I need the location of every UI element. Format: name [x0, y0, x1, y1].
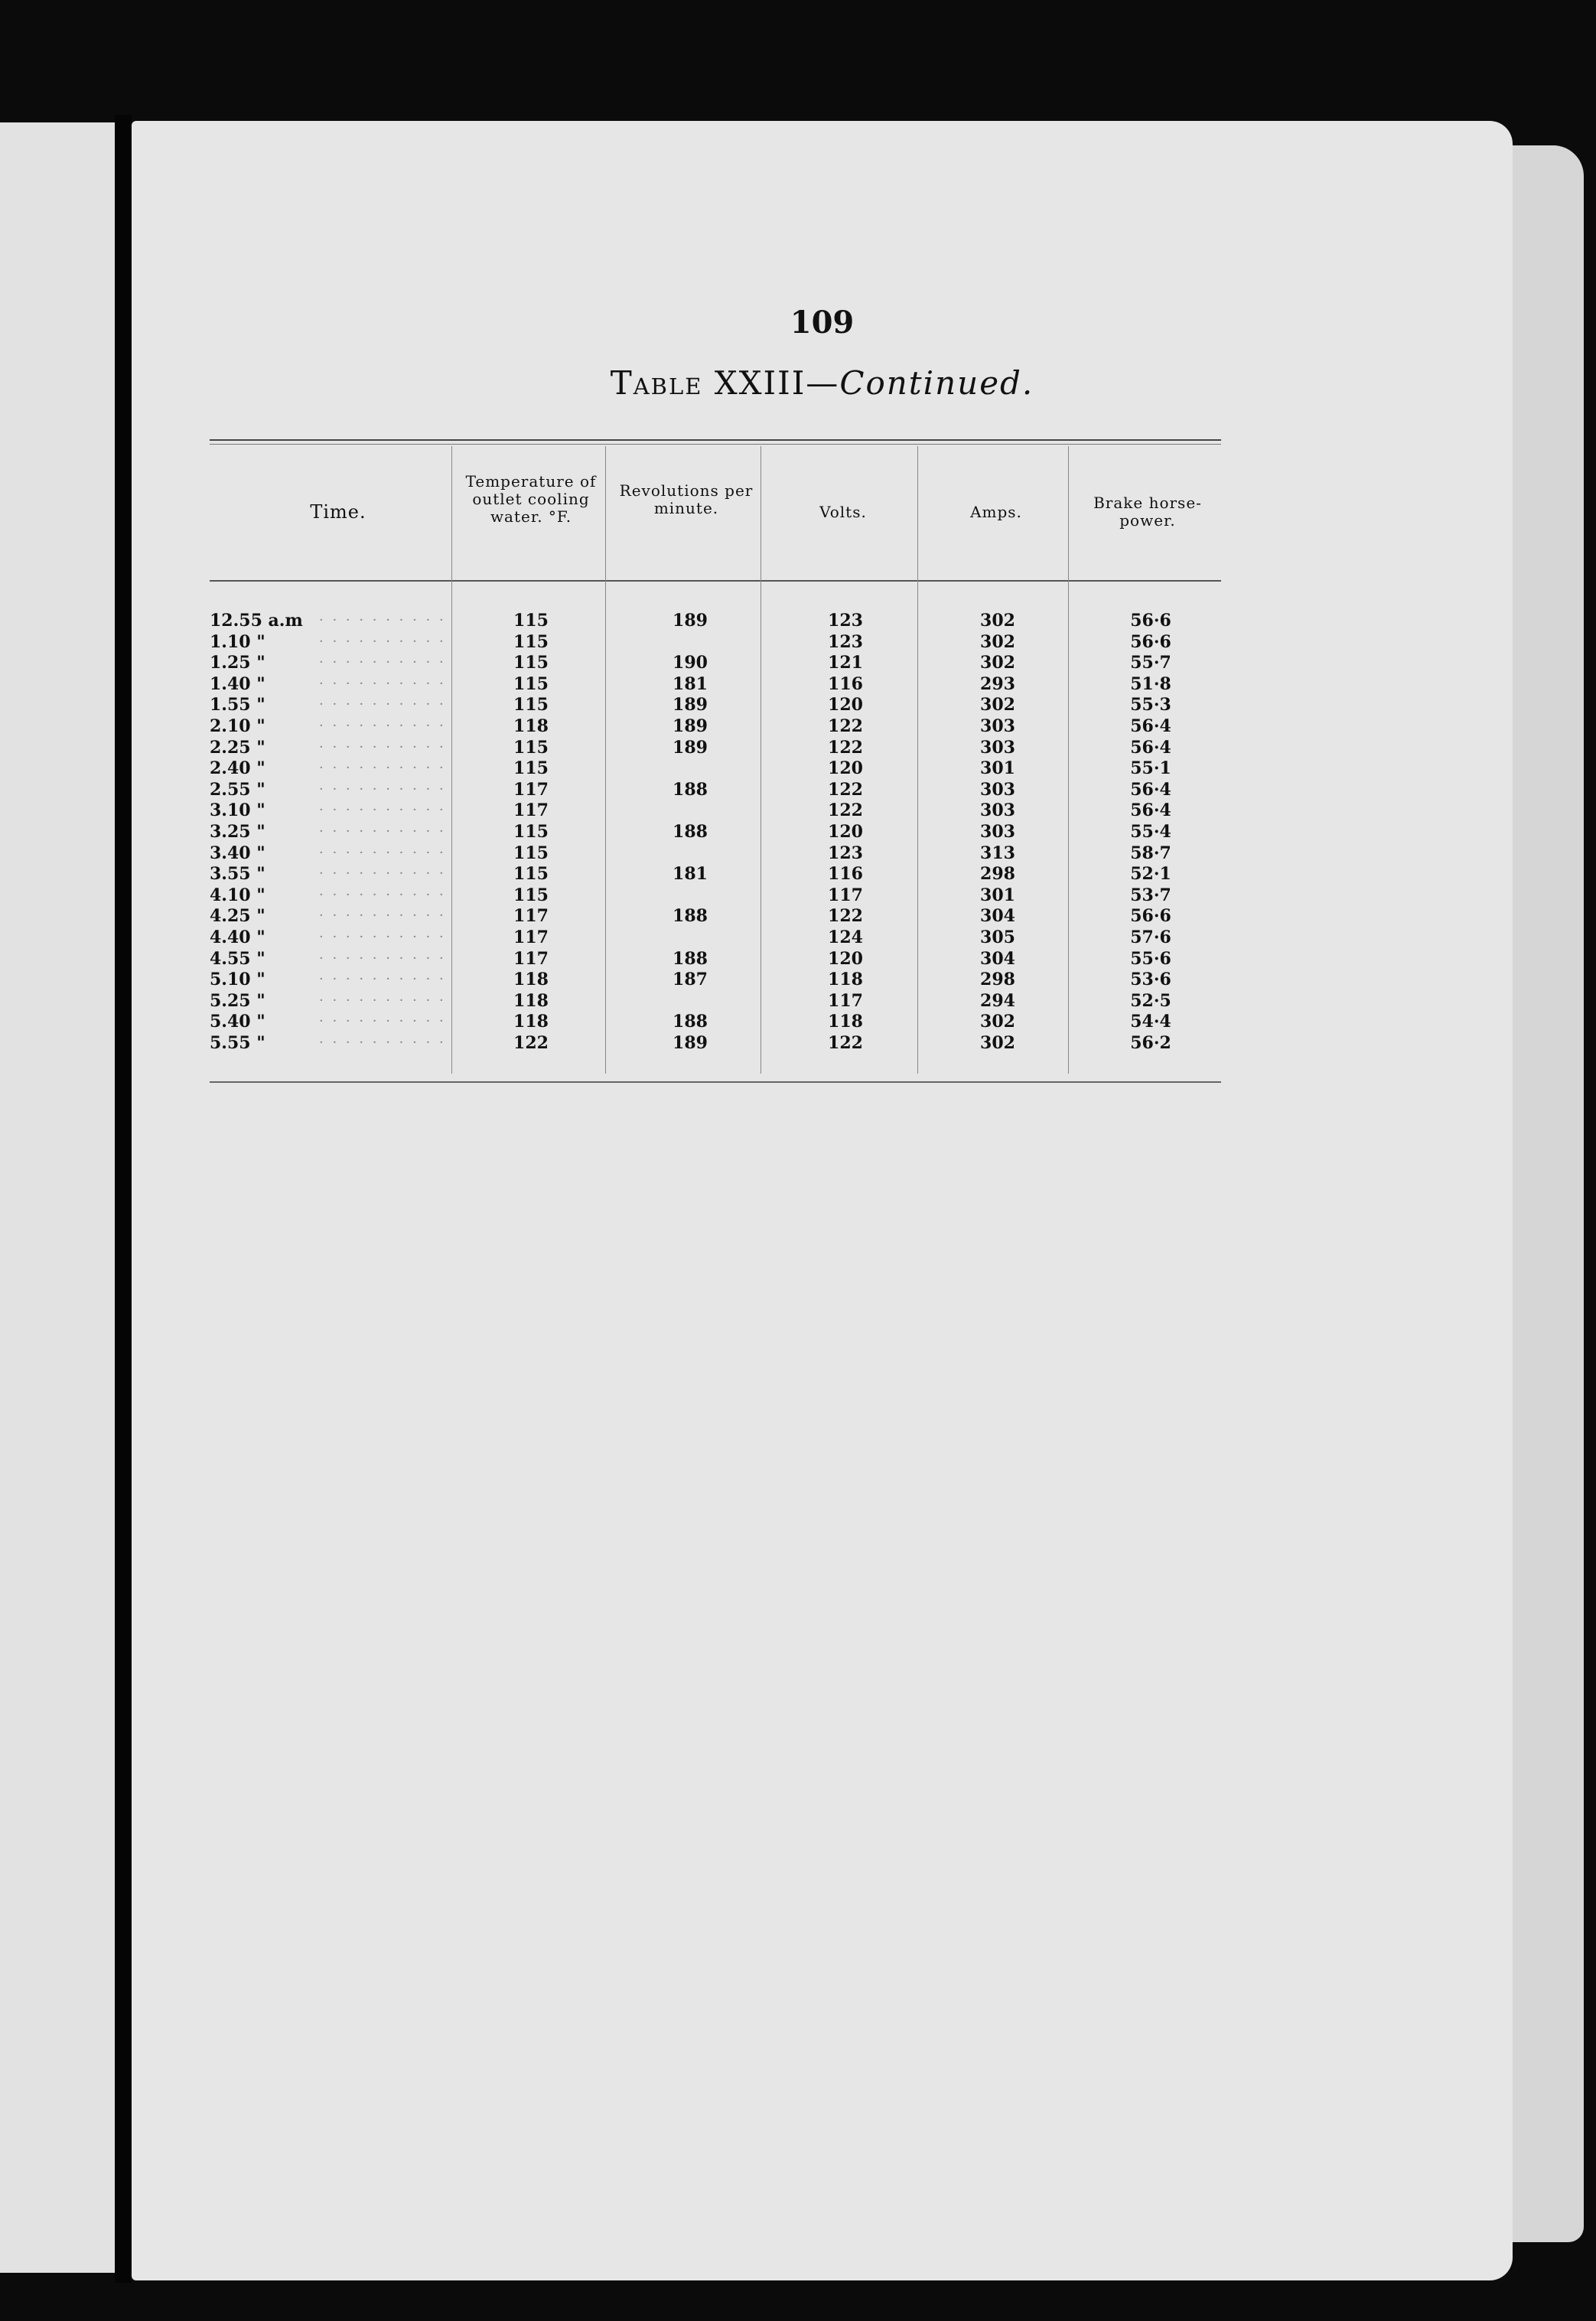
table-row — [132, 927, 1513, 949]
cell-amps: 301 — [980, 885, 1015, 905]
cell-temperature: 115 — [513, 843, 549, 863]
cell-time: 3.10 " — [210, 800, 265, 821]
cell-temperature: 122 — [513, 1033, 549, 1053]
cell-amps: 298 — [980, 970, 1015, 990]
leader-dots: · · · · · · · · · · — [319, 760, 446, 777]
cell-revolutions: 188 — [673, 822, 708, 842]
facing-page — [0, 122, 115, 2273]
table-row — [132, 885, 1513, 907]
table-row — [132, 611, 1513, 632]
document-page — [132, 121, 1513, 2280]
cell-brake-hp: 56·2 — [1130, 1033, 1171, 1053]
cell-time: 1.25 " — [210, 653, 265, 673]
cell-amps: 313 — [980, 843, 1015, 863]
table-title-suffix: Continued. — [839, 364, 1034, 402]
column-header-time: Time. — [310, 501, 366, 523]
cell-brake-hp: 58·7 — [1130, 843, 1171, 863]
table-row — [132, 949, 1513, 970]
leader-dots: · · · · · · · · · · — [319, 675, 446, 692]
cell-volts: 123 — [828, 631, 863, 652]
cell-temperature: 117 — [513, 948, 549, 969]
cell-volts: 122 — [828, 1033, 863, 1053]
cell-time: 1.10 " — [210, 631, 265, 652]
leader-dots: · · · · · · · · · · — [319, 1035, 446, 1051]
table-row — [132, 970, 1513, 991]
cell-volts: 116 — [828, 864, 863, 885]
cell-temperature: 117 — [513, 906, 549, 927]
cell-volts: 120 — [828, 758, 863, 779]
cell-amps: 303 — [980, 779, 1015, 800]
cell-time: 3.40 " — [210, 843, 265, 863]
cell-temperature: 115 — [513, 695, 549, 716]
cell-amps: 303 — [980, 800, 1015, 821]
table-row — [132, 674, 1513, 696]
cell-brake-hp: 53·6 — [1130, 970, 1171, 990]
leader-dots: · · · · · · · · · · — [319, 696, 446, 713]
cell-amps: 303 — [980, 737, 1015, 758]
cell-volts: 122 — [828, 800, 863, 821]
cell-amps: 303 — [980, 716, 1015, 736]
leader-dots: · · · · · · · · · · — [319, 654, 446, 671]
leader-dots: · · · · · · · · · · — [319, 865, 446, 882]
cell-amps: 302 — [980, 1033, 1015, 1053]
cell-temperature: 115 — [513, 737, 549, 758]
cell-revolutions: 188 — [673, 948, 708, 969]
leader-dots: · · · · · · · · · · — [319, 992, 446, 1009]
cell-time: 2.40 " — [210, 758, 265, 779]
cell-time: 3.25 " — [210, 822, 265, 842]
leader-dots: · · · · · · · · · · — [319, 781, 446, 797]
cell-revolutions: 189 — [673, 611, 708, 631]
leader-dots: · · · · · · · · · · — [319, 950, 446, 967]
cell-revolutions: 189 — [673, 737, 708, 758]
cell-amps: 304 — [980, 906, 1015, 927]
cell-time: 5.55 " — [210, 1033, 265, 1053]
cell-temperature: 115 — [513, 653, 549, 673]
cell-time: 4.40 " — [210, 927, 265, 947]
cell-revolutions: 181 — [673, 864, 708, 885]
leader-dots: · · · · · · · · · · — [319, 908, 446, 924]
cell-amps: 294 — [980, 990, 1015, 1011]
leader-dots: · · · · · · · · · · — [319, 844, 446, 861]
leader-dots: · · · · · · · · · · — [319, 929, 446, 945]
cell-volts: 120 — [828, 695, 863, 716]
table-header-rule — [210, 580, 1221, 582]
cell-volts: 118 — [828, 970, 863, 990]
cell-brake-hp: 56·4 — [1130, 737, 1171, 758]
cell-amps: 302 — [980, 631, 1015, 652]
cell-temperature: 115 — [513, 864, 549, 885]
cell-time: 1.40 " — [210, 673, 265, 694]
cell-amps: 303 — [980, 822, 1015, 842]
cell-brake-hp: 55·6 — [1130, 948, 1171, 969]
column-header-amps: Amps. — [970, 503, 1022, 521]
table-row — [132, 632, 1513, 654]
cell-volts: 122 — [828, 906, 863, 927]
table-row — [132, 695, 1513, 716]
cell-revolutions: 189 — [673, 1033, 708, 1053]
cell-temperature: 115 — [513, 758, 549, 779]
cell-brake-hp: 51·8 — [1130, 673, 1171, 694]
column-header-brake-hp: Brake horse-power. — [1093, 494, 1202, 530]
cell-amps: 302 — [980, 611, 1015, 631]
cell-time: 3.55 " — [210, 864, 265, 885]
cell-temperature: 117 — [513, 927, 549, 947]
cell-time: 2.25 " — [210, 737, 265, 758]
cell-amps: 298 — [980, 864, 1015, 885]
cell-volts: 117 — [828, 990, 863, 1011]
table-row — [132, 738, 1513, 759]
cell-amps: 293 — [980, 673, 1015, 694]
book-spine — [115, 115, 132, 2283]
cell-volts: 122 — [828, 737, 863, 758]
table-row — [132, 864, 1513, 885]
cell-temperature: 115 — [513, 673, 549, 694]
leader-dots: · · · · · · · · · · — [319, 612, 446, 628]
table-title-prefix: Table XXIII— — [610, 364, 840, 402]
cell-brake-hp: 57·6 — [1130, 927, 1171, 947]
cell-temperature: 117 — [513, 779, 549, 800]
cell-revolutions: 190 — [673, 653, 708, 673]
cell-brake-hp: 52·5 — [1130, 990, 1171, 1011]
table-top-rule — [210, 439, 1221, 445]
cell-time: 5.25 " — [210, 990, 265, 1011]
cell-volts: 120 — [828, 948, 863, 969]
leader-dots: · · · · · · · · · · — [319, 738, 446, 755]
leader-dots: · · · · · · · · · · — [319, 886, 446, 903]
table-row — [132, 843, 1513, 865]
cell-temperature: 115 — [513, 611, 549, 631]
cell-temperature: 118 — [513, 716, 549, 736]
table-row — [132, 716, 1513, 738]
cell-brake-hp: 53·7 — [1130, 885, 1171, 905]
leader-dots: · · · · · · · · · · — [319, 718, 446, 734]
cell-volts: 120 — [828, 822, 863, 842]
cell-amps: 301 — [980, 758, 1015, 779]
table-row — [132, 906, 1513, 927]
cell-volts: 122 — [828, 716, 863, 736]
cell-revolutions: 188 — [673, 1012, 708, 1032]
cell-time: 2.10 " — [210, 716, 265, 736]
cell-revolutions: 189 — [673, 716, 708, 736]
cell-brake-hp: 56·6 — [1130, 906, 1171, 927]
column-header-revolutions: Revolutions per minute. — [619, 481, 754, 517]
cell-brake-hp: 55·1 — [1130, 758, 1171, 779]
cell-brake-hp: 52·1 — [1130, 864, 1171, 885]
cell-revolutions: 187 — [673, 970, 708, 990]
cell-volts: 123 — [828, 843, 863, 863]
table-title — [132, 364, 1513, 402]
cell-amps: 302 — [980, 653, 1015, 673]
column-header-volts: Volts. — [819, 503, 867, 521]
table-row — [132, 758, 1513, 780]
cell-time: 2.55 " — [210, 779, 265, 800]
cell-volts: 121 — [828, 653, 863, 673]
cell-temperature: 115 — [513, 631, 549, 652]
cell-brake-hp: 56·4 — [1130, 779, 1171, 800]
table-row — [132, 653, 1513, 674]
cell-time: 4.10 " — [210, 885, 265, 905]
column-header-temperature: Temperature of outlet cooling water. °F. — [465, 472, 597, 526]
cell-volts: 124 — [828, 927, 863, 947]
leader-dots: · · · · · · · · · · — [319, 971, 446, 988]
cell-brake-hp: 55·4 — [1130, 822, 1171, 842]
cell-time: 5.40 " — [210, 1012, 265, 1032]
table-row — [132, 1012, 1513, 1033]
cell-time: 5.10 " — [210, 970, 265, 990]
table-bottom-rule — [210, 1081, 1221, 1083]
table-row — [132, 822, 1513, 843]
cell-revolutions: 188 — [673, 906, 708, 927]
cell-revolutions: 181 — [673, 673, 708, 694]
cell-temperature: 118 — [513, 970, 549, 990]
cell-temperature: 118 — [513, 990, 549, 1011]
leader-dots: · · · · · · · · · · — [319, 1013, 446, 1030]
cell-brake-hp: 55·7 — [1130, 653, 1171, 673]
cell-temperature: 118 — [513, 1012, 549, 1032]
table-row — [132, 1033, 1513, 1055]
cell-time: 12.55 a.m — [210, 611, 303, 631]
page-number: 109 — [790, 305, 855, 341]
table-row — [132, 991, 1513, 1012]
cell-revolutions: 188 — [673, 779, 708, 800]
cell-time: 4.25 " — [210, 906, 265, 927]
cell-brake-hp: 56·6 — [1130, 611, 1171, 631]
cell-brake-hp: 54·4 — [1130, 1012, 1171, 1032]
cell-brake-hp: 56·6 — [1130, 631, 1171, 652]
cell-amps: 305 — [980, 927, 1015, 947]
cell-volts: 117 — [828, 885, 863, 905]
cell-amps: 302 — [980, 1012, 1015, 1032]
cell-temperature: 115 — [513, 822, 549, 842]
cell-time: 4.55 " — [210, 948, 265, 969]
cell-amps: 304 — [980, 948, 1015, 969]
leader-dots: · · · · · · · · · · — [319, 823, 446, 839]
cell-time: 1.55 " — [210, 695, 265, 716]
cell-temperature: 117 — [513, 800, 549, 821]
table-row — [132, 780, 1513, 801]
cell-volts: 122 — [828, 779, 863, 800]
cell-brake-hp: 56·4 — [1130, 716, 1171, 736]
cell-amps: 302 — [980, 695, 1015, 716]
table-row — [132, 800, 1513, 822]
cell-brake-hp: 55·3 — [1130, 695, 1171, 716]
leader-dots: · · · · · · · · · · — [319, 633, 446, 650]
cell-volts: 123 — [828, 611, 863, 631]
cell-volts: 118 — [828, 1012, 863, 1032]
cell-volts: 116 — [828, 673, 863, 694]
cell-brake-hp: 56·4 — [1130, 800, 1171, 821]
leader-dots: · · · · · · · · · · — [319, 802, 446, 819]
cell-temperature: 115 — [513, 885, 549, 905]
cell-revolutions: 189 — [673, 695, 708, 716]
